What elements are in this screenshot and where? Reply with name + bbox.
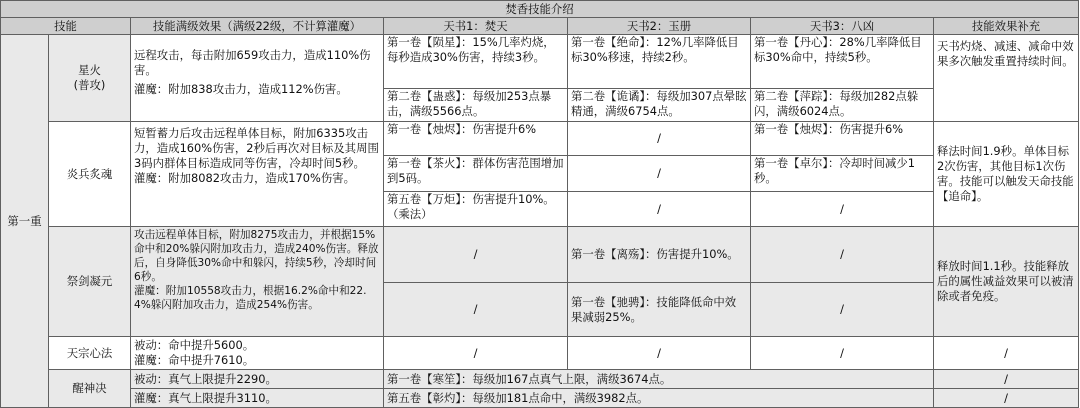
header-book2: 天书2：玉册 [568, 18, 751, 35]
book3-empty: / [751, 227, 934, 283]
passive-text: 被动：真气上限提升2290。 [131, 370, 384, 389]
effect-text: 短暂蓄力后攻击远程单体目标，附加6335攻击力，造成160%伤害，2秒后再次对目标及其周围3码内群体目标造成同等伤害，冷却时间5秒。 [134, 126, 379, 170]
skill-name-tianzong: 天宗心法 [49, 337, 131, 370]
supplement-jijian: 释放时间1.1秒。技能释放后的属性减益效果可以被清除或者免疫。 [934, 227, 1079, 337]
book2-empty: / [568, 337, 751, 370]
mana-text: 灌魔：真气上限提升3110。 [131, 389, 384, 408]
tier-label: 第一重 [1, 35, 49, 408]
skill-name-yanbing: 炎兵炙魂 [49, 122, 131, 227]
skill-name-xingshen: 醒神决 [49, 370, 131, 408]
book3-empty: / [751, 192, 934, 227]
skill-effect-jijian [131, 227, 384, 337]
book3-volume: 第一卷【卓尔】：冷却时间减少1秒。 [751, 156, 934, 192]
book3-volume: 第一卷【丹心】：28%几率降低目标30%命中，持续5秒。 [751, 35, 934, 89]
skill-name-xinghuo [49, 35, 131, 122]
supplement-empty: / [934, 337, 1079, 370]
header-effect: 技能满级效果（满级22级，不计算灌魔） [131, 18, 384, 35]
book3-empty: / [751, 337, 934, 370]
effect-text: 攻击远程单体目标，附加8275攻击力，并根据15%命中和20%躲闪附加攻击力，造成240%伤害。释放后，自身降低30%命中和躲闪，持续5秒，冷却时间6秒。 [134, 229, 379, 283]
book3-empty: / [751, 283, 934, 337]
mana-text: 灌魔：附加8082攻击力，造成170%伤害。 [134, 171, 356, 185]
table-title: 焚香技能介绍 [1, 1, 1079, 18]
book1-volume: 第一卷【陨星】：15%几率灼烧，每秒造成30%伤害，持续3秒。 [384, 35, 568, 89]
books-volume: 第一卷【寒笙】：每级加167点真气上限，满级3674点。 [384, 370, 934, 389]
book1-volume: 第五卷【万炬】：伤害提升10%。（乘法） [384, 192, 568, 227]
book1-empty: / [384, 337, 568, 370]
book1-empty: / [384, 283, 568, 337]
header-supplement: 技能效果补充 [934, 18, 1079, 35]
supplement-empty: / [934, 370, 1079, 389]
header-skill: 技能 [1, 18, 131, 35]
book3-volume: 第一卷【烛烬】：伤害提升6% [751, 122, 934, 156]
skill-subname: (普攻) [73, 78, 106, 92]
book2-volume: 第一卷【离殇】：伤害提升10%。 [568, 227, 751, 283]
book1-empty: / [384, 227, 568, 283]
book3-volume: 第二卷【萍踪】：每级加282点躲闪，满级6024点。 [751, 89, 934, 122]
book2-empty: / [568, 192, 751, 227]
header-book1: 天书1：焚天 [384, 18, 568, 35]
skill-effect-xinghuo [131, 35, 384, 122]
header-book3: 天书3：八凶 [751, 18, 934, 35]
books-volume: 第五卷【彰灼】：每级加181点命中，满级3982点。 [384, 389, 934, 408]
skill-effect-tianzong [131, 337, 384, 370]
mana-text: 灌魔：命中提升7610。 [134, 353, 255, 367]
passive-text: 被动：命中提升5600。 [134, 338, 255, 352]
skill-name: 星火 [78, 63, 101, 77]
mana-text: 灌魔：附加10558攻击力，根据16.2%命中和22.4%躲闪附加攻击力，造成254%伤害。 [134, 285, 367, 311]
effect-text: 远程攻击，每击附加659攻击力，造成110%伤害。 [134, 48, 371, 77]
skill-name-jijian: 祭剑凝元 [49, 227, 131, 337]
book1-volume: 第一卷【烛烬】：伤害提升6% [384, 122, 568, 156]
supplement-empty: / [934, 389, 1079, 408]
mana-text: 灌魔：附加838攻击力，造成112%伤害。 [134, 82, 348, 96]
book2-volume: 第二卷【诡谲】：每级加307点晕眩精通，满级6754点。 [568, 89, 751, 122]
book2-volume: 第一卷【绝命】：12%几率降低目标30%移速，持续2秒。 [568, 35, 751, 89]
supplement-xinghuo [934, 35, 1079, 122]
book1-volume: 第一卷【茶火】：群体伤害范围增加到5码。 [384, 156, 568, 192]
book2-volume: 第一卷【驰骋】：技能降低命中效果减弱25%。 [568, 283, 751, 337]
supplement-yanbing: 释法时间1.9秒。单体目标2次伤害，其他目标1次伤害。技能可以触发天命技能【追命】。 [934, 122, 1079, 227]
book2-empty: / [568, 122, 751, 156]
book2-empty: / [568, 156, 751, 192]
supplement-text: 天书灼烧、减速、减命中效果多次触发重置持续时间。 [937, 39, 1074, 68]
skill-effect-yanbing [131, 122, 384, 227]
book1-volume: 第二卷【蛊惑】：每级加253点暴击，满级5566点。 [384, 89, 568, 122]
